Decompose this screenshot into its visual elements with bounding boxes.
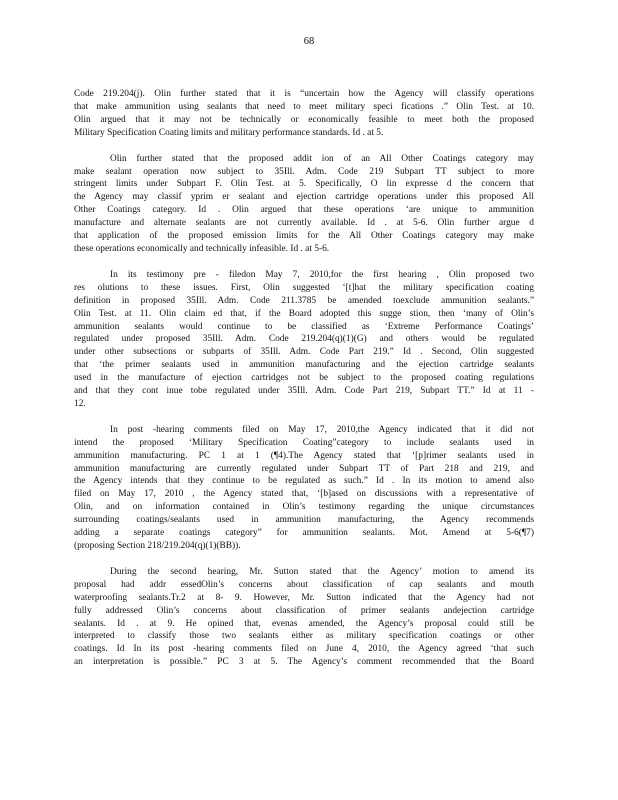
text-line: adding a separate coatings category” for ammunition sealants. Mot. Amend at 5-6(¶7) [74, 528, 534, 539]
paragraph [74, 269, 534, 411]
text-line: surrounding coatings/sealants used in ammunition manufacturing, the Agency recommends [74, 515, 534, 526]
text-line: intend the proposed ‘Military Specification Coating”category to include sealants used in [74, 437, 534, 448]
text-line: ammunition sealants would continue to be classified as ‘Extreme Performance Coatings’ [74, 321, 534, 332]
text-line: and that they cont inue tobe regulated under 35Ill. Adm. Code Part 219, Subpart TT.” Id at 11 - [74, 386, 534, 397]
paragraph [74, 88, 534, 140]
text-line: ammunition manufacturing are currently regulated under Subpart TT of Part 218 and 219, and [74, 463, 534, 474]
text-line: used in the manufacture of ejection cartridges not be subject to the proposed coating regulations [74, 373, 534, 384]
text-line: coatings. Id In its post -hearing comments filed on June 4, 2010, the Agency agreed ‘that such [74, 644, 534, 655]
text-line: Code 219.204(j). Olin further stated that it is “uncertain how the Agency will classify operations [74, 89, 534, 99]
text-line: In post -hearing comments filed on May 17, 2010,the Agency indicated that it did not [110, 424, 534, 435]
text-line: Olin, and on information contained in Olin’s testimony regarding the unique circumstances [74, 502, 534, 513]
text-line: During the second hearing, Mr. Sutton stated that the Agency’ motion to amend its [110, 566, 534, 577]
text-line: the Agency intends that they continue to be regulated as such.” Id . In its motion to amend also [74, 476, 534, 487]
text-line: Olin argued that it may not be technically or economically feasible to meet both the proposed [74, 114, 534, 125]
text-line: filed on May 17, 2010 , the Agency stated that, ‘[b]ased on discussions with a representative of [74, 489, 534, 500]
text-line: Olin Test. at 11. Olin claim ed that, if the Board adopted this sugge stion, then ‘many of Olin’s [74, 308, 534, 319]
text-line: make sealant operation now subject to 35Ill. Adm. Code 219 Subpart TT subject to more [74, 166, 534, 177]
text-line: the Agency may classif yprim er sealant and ejection cartridge operations under this proposed All [74, 192, 534, 203]
paragraph [74, 424, 534, 553]
document-body [74, 88, 534, 682]
text-line: sealants. Id . at 9. He opined that, evenas amended, the Agency’s proposal could still be [74, 618, 534, 629]
text-line: that application of the proposed emission limits for the All Other Coatings category may make [74, 231, 534, 242]
text-line: stringent limits under Subpart F. Olin Test. at 5. Specifically, O lin expresse d the concern that [74, 179, 534, 190]
text-line: 12. [74, 398, 86, 409]
text-line: waterproofing sealants.Tr.2 at 8- 9. However, Mr. Sutton indicated that the Agency had not [74, 592, 534, 603]
text-line: that ‘the primer sealants used in ammunition manufacturing and the ejection cartridge sealants [74, 360, 534, 371]
text-line: an interpretation is possible.” PC 3 at 5. The Agency’s comment recommended that the Board [74, 657, 534, 668]
text-line: (proposing Section 218/219.204(q)(1)(BB)). [74, 541, 241, 551]
text-line: proposal had addr essedOlin’s concerns about classification of cap sealants and mouth [74, 579, 534, 590]
text-line: In its testimony pre - filedon May 7, 2010,for the first hearing , Olin proposed two [110, 269, 534, 280]
text-line: definition in proposed 35Ill. Adm. Code 211.3785 be amended toexclude ammunition sealants.” [74, 295, 534, 306]
text-line: Military Specification Coating limits and military performance standards. Id . at 5. [74, 127, 384, 138]
text-line: under other subsections or subparts of 35Ill. Adm. Code Part 219.” Id . Second, Olin suggested [74, 347, 534, 358]
text-line: these operations economically and technically infeasible. Id . at 5-6. [74, 243, 330, 254]
text-line: res olutions to these issues. First, Olin suggested ‘[t]hat the military specification coating [74, 282, 534, 293]
text-line: that make ammunition using sealants that need to meet military speci fications .” Olin Test. at 10. [74, 101, 534, 112]
text-line: ammunition manufacturing. PC 1 at 1 (¶4).The Agency stated that ‘[p]rimer sealants used in [74, 450, 534, 461]
page-number: 68 [303, 36, 315, 47]
text-line: manufacture and alternate sealants are not currently available. Id . at 5-6. Olin further argue d [74, 218, 534, 229]
text-line: Olin further stated that the proposed addit ion of an All Other Coatings category may [110, 153, 534, 164]
text-line: fully addressed Olin’s concerns about classification of primer sealants andejection cartridge [74, 605, 534, 616]
paragraph [74, 153, 534, 256]
paragraph [74, 566, 534, 669]
text-line: Other Coatings category. Id . Olin argued that these operations ‘are unique to ammunition [74, 205, 534, 216]
text-line: interpreted to classify those two sealants either as military specification coatings or other [74, 631, 534, 642]
text-line: regulated under proposed 35Ill. Adm. Code 219.204(q)(1)(G) and others would be regulated [74, 334, 534, 345]
